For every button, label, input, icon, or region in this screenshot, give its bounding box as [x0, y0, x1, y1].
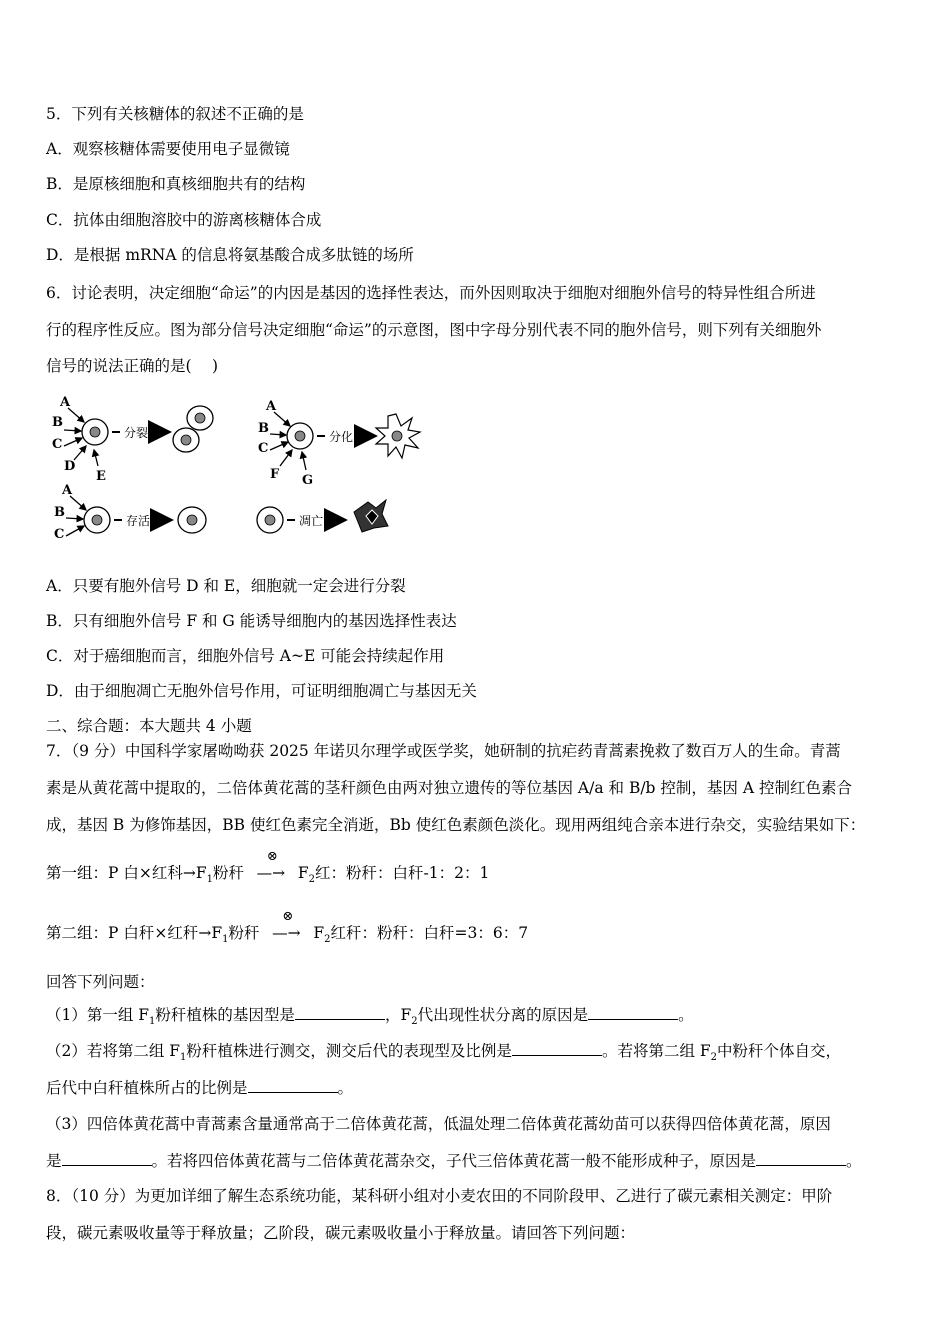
- q5-option-d: D．是根据 mRNA 的信息将氨基酸合成多肽链的场所: [46, 246, 414, 264]
- q7-stem-line3: 成，基因 B 为修饰基因，BB 使红色素完全消逝，Bb 使红色素颜色淡化。现用两组纯合亲本进行杂交，实验结果如下：: [46, 816, 866, 834]
- q7-sub3: （3）四倍体黄花蒿中青蒿素含量通常高于二倍体黄花蒿，低温处理二倍体黄花蒿幼苗可以获得四倍体黄花蒿，原因: [46, 1115, 831, 1133]
- differentiate-label: 分化: [329, 430, 354, 444]
- q7-sub1: （1）第一组 $F_1$粉秆植株的基因型是 ，$F_2$代出现性状分离的原因是 。: [46, 1006, 694, 1028]
- q7-group1: 第一组：P 白×红科$\to F_1$粉秆 ⊗ —→ $F_2$红：粉秆：白秆-1：2：1: [46, 849, 490, 886]
- signal-g-label: G: [302, 473, 314, 488]
- apoptosis-label: 凋亡: [299, 514, 324, 528]
- cell-divide-source: [82, 419, 108, 445]
- signal-d-label: D: [64, 459, 76, 474]
- signal-f-label: F: [270, 467, 280, 482]
- q6-stem-line2: 行的程序性反应。图为部分信号决定细胞“命运”的示意图，图中字母分别代表不同的胞外信号，则下列有关细胞外: [46, 321, 822, 339]
- q6-option-a: A．只要有胞外信号 D 和 E，细胞就一定会进行分裂: [46, 577, 406, 595]
- answer-blank[interactable]: [588, 1005, 678, 1020]
- cell-survive-source: [84, 507, 110, 533]
- signal-c-label-3: C: [54, 527, 65, 542]
- q7-stem-line2: 素是从黄花蒿中提取的，二倍体黄花蒿的茎秆颜色由两对独立遗传的等位基因 A/a 和 B/b 控制，基因 A 控制红色素合: [46, 779, 852, 797]
- signal-b-label-3: B: [54, 505, 65, 520]
- answer-blank[interactable]: [248, 1078, 338, 1093]
- q6-option-b: B．只有细胞外信号 F 和 G 能诱导细胞内的基因选择性表达: [46, 612, 457, 630]
- cell-apoptosis-source: [257, 507, 283, 533]
- q7-sub3-line2: 是 。若将四倍体黄花蒿与二倍体黄花蒿杂交，子代三倍体黄花蒿一般不能形成种子，原因是 。: [46, 1152, 862, 1170]
- answer-blank[interactable]: [295, 1005, 385, 1020]
- cell-apoptotic: [354, 500, 388, 532]
- q6-option-d: D．由于细胞凋亡无胞外信号作用，可证明细胞凋亡与基因无关: [46, 682, 477, 700]
- signal-c-label: C: [52, 437, 63, 452]
- q5-option-a: A．观察核糖体需要使用电子显微镜: [46, 140, 290, 158]
- signal-a-label-2: A: [266, 399, 277, 414]
- cell-survived: [178, 507, 206, 533]
- q7-sub2: （2）若将第二组 $F_1$粉秆植株进行测交，测交后代的表现型及比例是 。若将第二组 $F_2$中粉秆个体自交，: [46, 1042, 842, 1064]
- q5-option-b: B．是原核细胞和真核细胞共有的结构: [46, 175, 306, 193]
- q7-sub2-line2: 后代中白秆植株所占的比例是 。: [46, 1079, 354, 1097]
- selfing-arrow: ⊗ —→: [256, 849, 286, 882]
- answer-blank[interactable]: [756, 1151, 846, 1166]
- q5-stem: 5．下列有关核糖体的叙述不正确的是: [46, 105, 304, 123]
- q6-option-c: C．对于癌细胞而言，细胞外信号 A~E 可能会持续起作用: [46, 647, 445, 665]
- q8-stem-line2: 段，碳元素吸收量等于释放量；乙阶段，碳元素吸收量小于释放量。请回答下列问题：: [46, 1224, 636, 1242]
- q8-stem-line1: 8．（10 分）为更加详细了解生态系统功能，某科研小组对小麦农田的不同阶段甲、乙进行了碳元素相关测定：甲阶: [46, 1187, 833, 1205]
- cell-differentiate-source: [287, 423, 313, 449]
- cell-signal-figure: [40, 390, 430, 550]
- signal-c-label-2: C: [258, 441, 269, 456]
- cell-divide-result: [173, 406, 213, 452]
- q7-group2: 第二组：P 白秆×红秆$\to F_1$粉秆 ⊗ —→ $F_2$红秆：粉秆：白秆=3：6：7: [46, 909, 529, 946]
- signal-b-label-2: B: [258, 421, 269, 436]
- q6-stem-line3: 信号的说法正确的是( ): [46, 357, 219, 375]
- q6-stem-line1: 6．讨论表明，决定细胞“命运”的内因是基因的选择性表达，而外因则取决于细胞对细胞外信号的特异性组合所进: [46, 284, 816, 302]
- q5-option-c: C．抗体由细胞溶胶中的游离核糖体合成: [46, 211, 322, 229]
- signal-a-label: A: [60, 395, 71, 410]
- answer-blank[interactable]: [512, 1041, 602, 1056]
- signal-a-label-3: A: [62, 483, 73, 498]
- q7-stem-line1: 7．（9 分）中国科学家屠呦呦获 2025 年诺贝尔理学或医学奖，她研制的抗疟药青蒿素挽救了数百万人的生命。青蒿: [46, 742, 841, 760]
- selfing-arrow-2: ⊗ —→: [272, 909, 301, 942]
- section-2-heading: 二、综合题：本大题共 4 小题: [46, 717, 252, 735]
- answer-blank[interactable]: [62, 1151, 152, 1166]
- survive-label: 存活: [126, 514, 151, 528]
- q7-prompt: 回答下列问题：: [46, 973, 155, 991]
- cell-differentiated: [376, 414, 420, 458]
- signal-b-label: B: [52, 415, 63, 430]
- signal-e-label: E: [96, 469, 106, 484]
- divide-label: 分裂: [124, 426, 149, 440]
